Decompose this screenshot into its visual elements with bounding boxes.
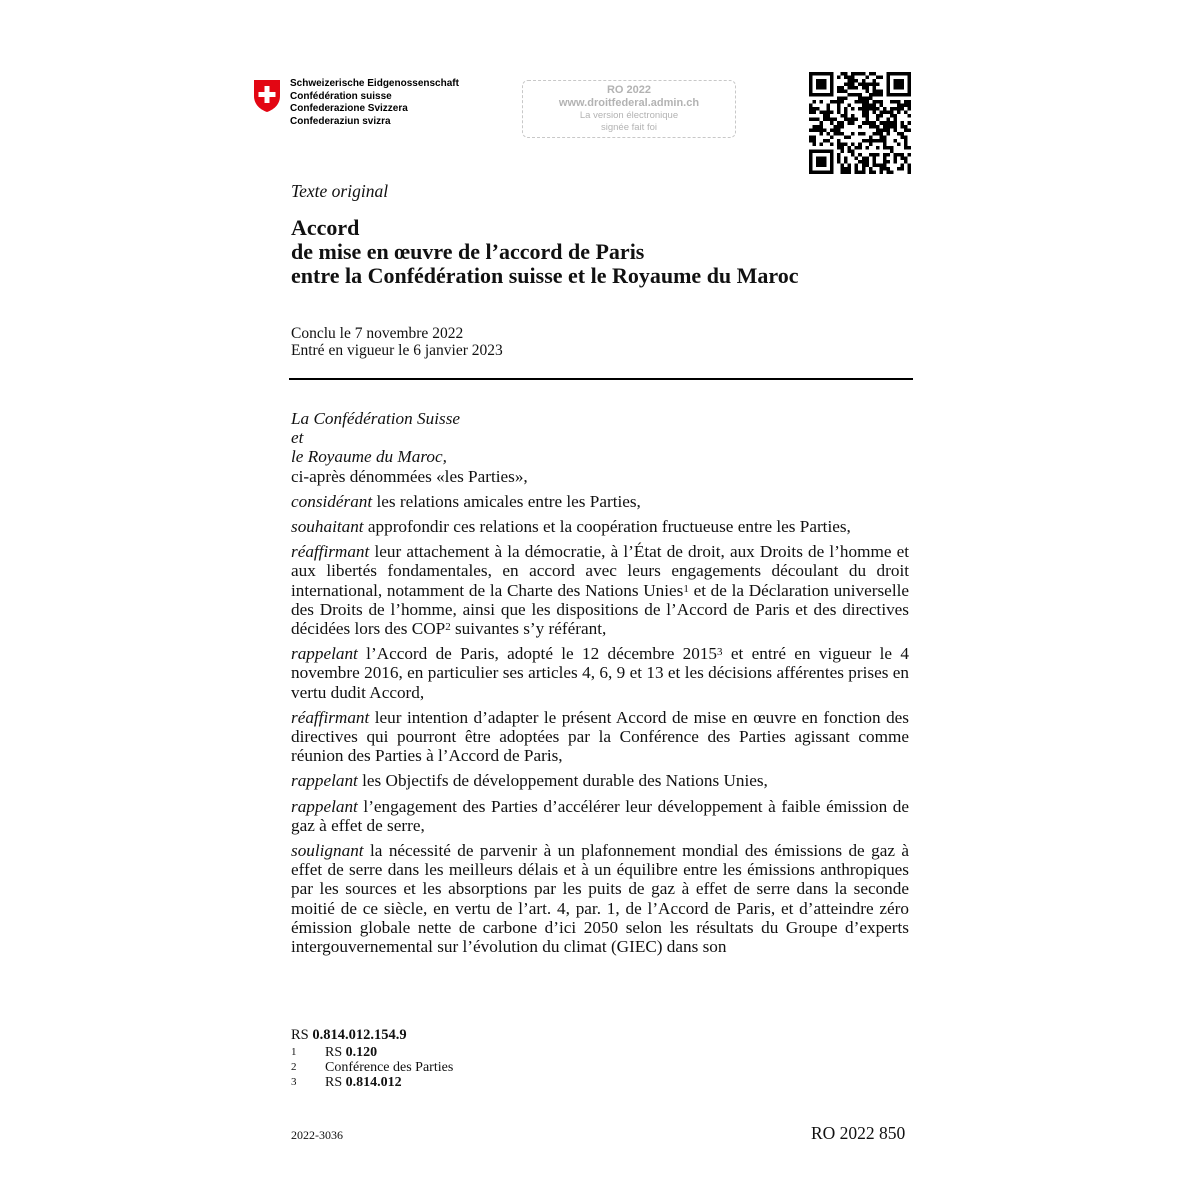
title-line-2: de mise en œuvre de l’accord de Paris	[291, 239, 645, 264]
paragraph-text: et entré en vigueur le 4 novembre 2016, en particulier ses articles 4, 6, 9 et 13 et les décisions afférentes prises en vertu dudit Accord,	[291, 644, 909, 702]
paragraph-lead: rappelant	[291, 771, 358, 791]
footnote-3	[291, 1075, 453, 1090]
footnote-text: Conférence des Parties	[325, 1060, 454, 1075]
preamble-paragraph-1	[291, 492, 909, 511]
stamp-url: www.droitfederal.admin.ch	[558, 97, 700, 109]
paragraph-lead: soulignant	[291, 841, 364, 861]
footnote-ref-3[interactable]: 3	[717, 646, 723, 659]
title-line-3: entre la Confédération suisse et le Royaume du Maroc	[291, 263, 799, 288]
footnote-1	[291, 1045, 453, 1060]
party-switzerland: La Confédération Suisse	[291, 409, 461, 428]
confederation-names	[290, 78, 459, 128]
paragraph-lead: souhaitant	[291, 517, 364, 537]
footnote-prefix: RS	[325, 1075, 346, 1090]
in-force-date: Entré en vigueur le 6 janvier 2023	[291, 341, 503, 359]
confederation-name-de: Schweizerische Eidgenossenschaft	[290, 78, 459, 89]
footnote-number: 2	[291, 1061, 297, 1073]
ro-page-number: RO 2022 850	[811, 1123, 906, 1143]
preamble-paragraph-5	[291, 708, 909, 766]
document-number: 2022-3036	[291, 1128, 343, 1142]
confederation-name-rm: Confederaziun svizra	[290, 115, 391, 127]
paragraph-lead: réaffirmant	[291, 707, 370, 727]
paragraph-text: les Objectifs de développement durable des Nations Unies,	[357, 771, 768, 791]
paragraph-text: les relations amicales entre les Parties,	[372, 491, 641, 511]
title-divider	[289, 378, 913, 380]
footnote-ref-number: 0.814.012	[345, 1075, 402, 1090]
title-line-1: Accord	[291, 215, 360, 240]
document-header	[252, 72, 912, 182]
concluded-date: Conclu le 7 novembre 2022	[291, 325, 464, 342]
qr-code-icon	[809, 72, 911, 174]
confederation-name-fr: Confédération suisse	[290, 90, 392, 102]
document-title	[291, 216, 799, 288]
footnote-number: 3	[291, 1076, 297, 1088]
stamp-note-2: signée fait foi	[601, 121, 657, 133]
preamble-paragraph-2	[291, 517, 909, 536]
paragraph-text: leur attachement à la démocratie, à l’État de droit, aux Droits de l’homme et aux libertés fondamentales, en accord avec leurs engagements découlant du droit international, notamment de la Charte des Nations Unies	[291, 542, 909, 600]
footnote-2	[291, 1060, 453, 1075]
paragraph-lead: réaffirmant	[291, 542, 370, 562]
paragraph-lead: considérant	[291, 491, 373, 511]
stamp-note-1: La version électronique	[579, 110, 679, 121]
footnote-ref-2[interactable]: 2	[445, 621, 451, 634]
party-conjunction: et	[291, 428, 304, 448]
confederation-name-it: Confederazione Svizzera	[290, 103, 408, 114]
footnote-ref-1[interactable]: 1	[683, 582, 689, 595]
paragraph-text: l’Accord de Paris, adopté le 12 décembre 2015	[357, 644, 718, 664]
stamp-ro: RO 2022	[606, 84, 652, 96]
rs-number: 0.814.012.154.9	[312, 1027, 407, 1043]
paragraph-text: leur intention d’adapter le présent Accord de mise en œuvre en fonction des directives qui pourront être adoptées par la Conférence des Parties agissant comme réunion des Parties à l’Accord de Paris,	[291, 707, 909, 766]
preamble-paragraph-3	[291, 542, 909, 638]
preamble-paragraph-6	[291, 771, 909, 790]
paragraph-lead: rappelant	[291, 796, 358, 816]
paragraph-text: l’engagement des Parties d’accélérer leur développement à faible émission de gaz à effet de serre,	[291, 796, 909, 835]
paragraph-text: approfondir ces relations et la coopération fructueuse entre les Parties,	[363, 517, 851, 537]
footnote-number: 1	[291, 1046, 297, 1058]
paragraph-text: et de la Déclaration universelle des Droits de l’homme, ainsi que les dispositions de l’Accord de Paris et des directives décidées lors des COP	[291, 580, 909, 639]
paragraph-lead: rappelant	[291, 644, 358, 664]
preamble-paragraph-7	[291, 797, 909, 835]
party-morocco: le Royaume du Maroc,	[291, 447, 447, 467]
paragraph-text: suivantes s’y référant,	[450, 619, 607, 639]
rs-reference	[291, 1028, 453, 1043]
parties-definition: ci-après dénommées «les Parties»,	[291, 466, 528, 486]
rs-prefix: RS	[291, 1027, 313, 1043]
preamble	[291, 409, 909, 962]
footnote-ref-number: 0.120	[345, 1045, 378, 1060]
official-stamp	[522, 80, 736, 138]
document-dates	[291, 326, 503, 359]
paragraph-text: la nécessité de parvenir à un plafonnement mondial des émissions de gaz à effet de serre dans les meilleurs délais et à un équilibre entre les émissions anthropiques par les sources et les absorptions par les puits de gaz à effet de serre dans la seconde moitié de ce siècle, en vertu de l’art. 4, par. 1, de l’Accord de Paris, et d’atteindre zéro émission globale nette de carbone d’ici 2050 selon les résultats du Groupe d’experts intergouvernemental sur l’évolution du climat (GIEC) dans son	[291, 841, 909, 957]
parties-block	[291, 409, 909, 486]
swiss-cross-shield-icon	[252, 78, 282, 114]
footnote-prefix: RS	[325, 1045, 346, 1060]
preamble-paragraph-4	[291, 644, 909, 702]
original-text-label: Texte original	[291, 181, 389, 201]
footnotes	[291, 1028, 453, 1090]
preamble-paragraph-8	[291, 841, 909, 956]
